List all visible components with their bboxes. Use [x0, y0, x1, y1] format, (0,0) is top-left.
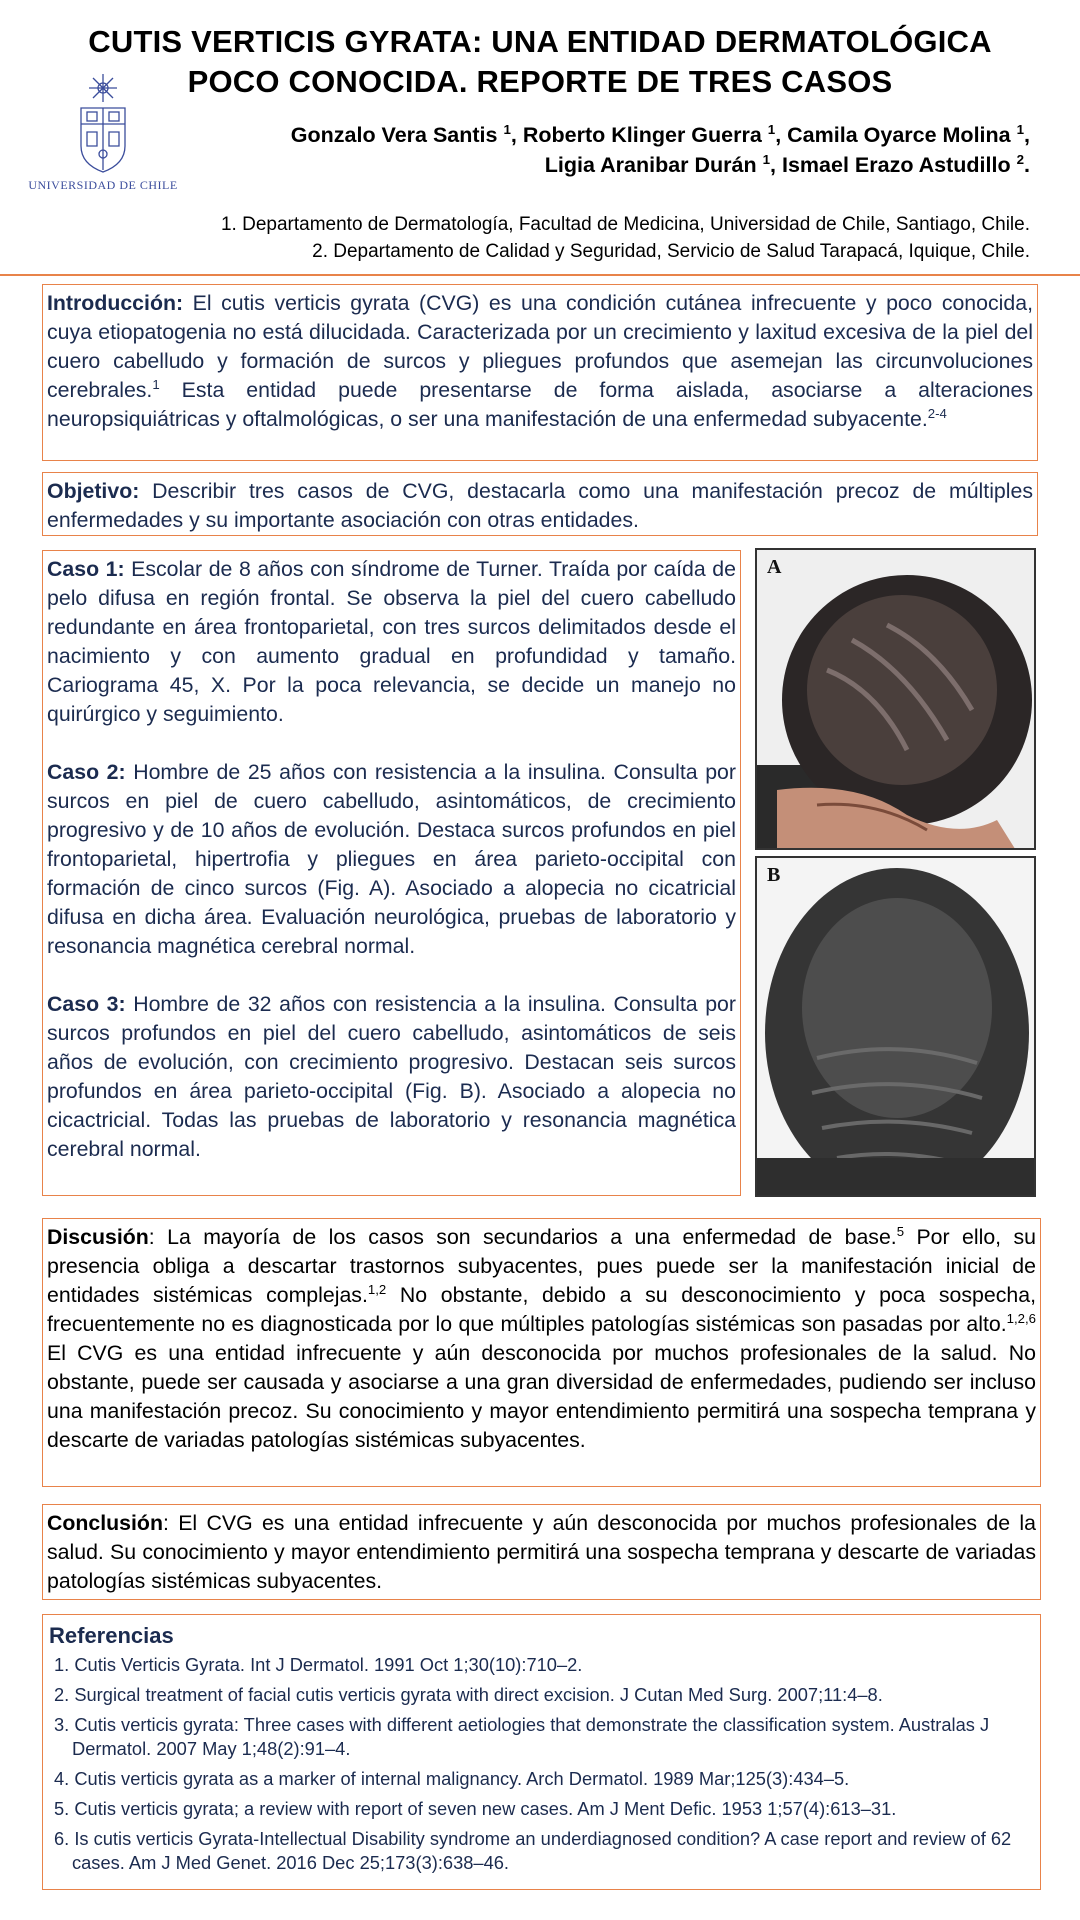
discussion-text: : La mayoría de los casos son secundarios a una enfermedad de base. — [148, 1225, 897, 1249]
author-name: Camila Oyarce Molina — [787, 123, 1011, 147]
conclusion-text: : El CVG es una entidad infrecuente y aún desconocida por muchos profesionales de la salud. Su conocimiento y mayor entendimiento permitirá una sospecha temprana y descarte de variadas patologías sistémicas subyacentes. — [47, 1511, 1036, 1593]
figure-b-photo — [755, 856, 1036, 1197]
logo-text: UNIVERSIDAD DE CHILE — [28, 178, 178, 192]
university-logo — [28, 72, 178, 194]
affiliations — [30, 211, 1030, 265]
author-affiliation: 1 — [767, 121, 776, 137]
reference-item: 1. Cutis Verticis Gyrata. Int J Dermatol. 1991 Oct 1;30(10):710–2. — [54, 1654, 583, 1675]
reference-item: 3. Cutis verticis gyrata: Three cases with different aetiologies that demonstrate the classification system. Australas J Dermatol. 2007 May 1;48(2):91–4. — [54, 1714, 990, 1759]
author-name: Gonzalo Vera Santis — [290, 123, 498, 147]
case-label: Caso 2: — [47, 760, 126, 784]
discussion-section — [42, 1218, 1041, 1487]
case-2 — [47, 758, 736, 961]
discussion-text: El CVG es una entidad infrecuente y aún desconocida por muchos profesionales de la salud. No obstante, puede ser causada y asociarse a una gran diversidad de enfermedades, pudiendo ser incluso una manifestación precoz. Su conocimiento y mayor entendimiento permitirá una sospecha temprana y descarte de variadas patologías sistémicas subyacentes. — [47, 1341, 1036, 1452]
case-text: Hombre de 25 años con resistencia a la insulina. Consulta por surcos en piel de cuero cabelludo, asintomáticos, de crecimiento progresivo y de 10 años de evolución. Destaca surcos profundos en piel frontoparietal, hipertrofia y pliegues en área parieto-occipital con formación de cinco surcos (Fig. A). Asociado a alopecia no cicatricial difusa en dicha área. Evaluación neurológica, pruebas de laboratorio y resonancia magnética cerebral normal. — [47, 760, 736, 958]
scalp-photo-b — [757, 858, 1036, 1197]
reference-item: 2. Surgical treatment of facial cutis verticis gyrata with direct excision. J Cutan Med Surg. 2007;11:4–8. — [54, 1684, 883, 1705]
cases-section — [42, 550, 741, 1196]
header-divider — [0, 274, 1080, 276]
introduction-text: Esta entidad puede presentarse de forma aislada, asociarse a alteraciones neuropsiquiátricas y oftalmológicas, o ser una manifestación de una enfermedad subyacente. — [47, 378, 1033, 431]
case-text: Hombre de 32 años con resistencia a la insulina. Consulta por surcos profundos en piel del cuero cabelludo, asintomáticos de seis años de evolución, con crecimiento progresivo. Destacan seis surcos profundos en área parieto-occipital (Fig. B). Asociado a alopecia no cicactricial. Todas las pruebas de laboratorio y resonancia magnética cerebral normal. — [47, 992, 736, 1161]
affiliation-item: 2. Departamento de Calidad y Seguridad, Servicio de Salud Tarapacá, Iquique, Chile. — [312, 241, 1030, 262]
references-title: Referencias — [49, 1623, 174, 1648]
case-3 — [47, 990, 736, 1164]
authors-line-1: Gonzalo Vera Santis $^1$, Roberto Klinger Guerra $^1$, Camila Oyarce Molina $^1$, — [290, 121, 1030, 147]
authors — [170, 120, 1030, 180]
case-label: Caso 1: — [47, 557, 125, 581]
author-name: Roberto Klinger Guerra — [522, 123, 762, 147]
discussion-text: Por ello, su presencia obliga a descartar trastornos subyacentes, pues puede ser la manifestación inicial de entidades sistémicas complejas. — [47, 1225, 1036, 1307]
introduction-label: Introducción: — [47, 291, 184, 315]
references-section — [42, 1614, 1041, 1890]
author-affiliation: 1 — [1016, 121, 1025, 137]
objective-section — [42, 472, 1038, 536]
reference-item: 5. Cutis verticis gyrata; a review with report of seven new cases. Am J Ment Defic. 1953 1;57(4):613–31. — [54, 1798, 897, 1819]
citation: 5 — [896, 1223, 905, 1239]
objective-label: Objetivo: — [47, 479, 140, 503]
university-crest-icon — [71, 72, 135, 176]
case-1 — [47, 555, 736, 729]
author-name: Ligia Aranibar Durán — [544, 153, 757, 177]
title-line-1: CUTIS VERTICIS GYRATA: UNA ENTIDAD DERMATOLÓGICA — [88, 24, 992, 59]
author-name: Ismael Erazo Astudillo — [782, 153, 1011, 177]
case-text: Escolar de 8 años con síndrome de Turner. Traída por caída de pelo difusa en región frontal. Se observa la piel del cuero cabelludo redundante en área frontoparietal, con tres surcos delimitados desde el nacimiento y con aumento gradual en profundidad y tamaño. Cariograma 45, X. Por la poca relevancia, se decide un manejo no quirúrgico y seguimiento. — [47, 557, 736, 726]
affiliation-item: 1. Departamento de Dermatología, Facultad de Medicina, Universidad de Chile, Santiago, Chile. — [220, 214, 1030, 235]
discussion-label: Discusión — [47, 1225, 149, 1249]
introduction-text: El cutis verticis gyrata (CVG) es una condición cutánea infrecuente y poco conocida, cuya etiopatogenia no está dilucidada. Caracterizada por un crecimiento y laxitud excesiva de la piel del cuero cabelludo y formación de surcos y pliegues profundos que asemejan las circunvoluciones cerebrales. — [47, 291, 1033, 402]
introduction-section — [42, 284, 1038, 461]
figure-label: A — [767, 556, 782, 578]
citation: 2-4 — [927, 405, 947, 421]
objective-text: Describir tres casos de CVG, destacarla como una manifestación precoz de múltiples enfermedades y su importante asociación con otras entidades. — [47, 479, 1033, 532]
figure-label: B — [767, 864, 781, 886]
scalp-photo-a — [757, 550, 1036, 850]
reference-item: 6. Is cutis verticis Gyrata-Intellectual Disability syndrome an underdiagnosed condition? A case report and review of 62 cases. Am J Med Genet. 2016 Dec 25;173(3):638–46. — [54, 1828, 1012, 1873]
title-line-2: POCO CONOCIDA. REPORTE DE TRES CASOS — [187, 64, 893, 99]
author-affiliation: 1 — [762, 151, 771, 167]
citation: 1,2,6 — [1006, 1310, 1036, 1326]
authors-line-2: Ligia Aranibar Durán $^1$, Ismael Erazo Astudillo $^2$. — [544, 151, 1030, 177]
citation: 1,2 — [367, 1281, 387, 1297]
author-affiliation: 2 — [1016, 151, 1025, 167]
conclusion-label: Conclusión — [47, 1511, 163, 1535]
case-label: Caso 3: — [47, 992, 126, 1016]
figure-a-photo — [755, 548, 1036, 850]
discussion-text: No obstante, debido a su desconocimiento y poca sospecha, frecuentemente no es diagnosticada por lo que múltiples patologías sistémicas son pasadas por alto. — [47, 1283, 1036, 1336]
reference-item: 4. Cutis verticis gyrata as a marker of internal malignancy. Arch Dermatol. 1989 Mar;125(3):434–5. — [54, 1768, 850, 1789]
author-affiliation: 1 — [503, 121, 511, 137]
conclusion-section — [42, 1504, 1041, 1600]
citation: 1 — [152, 376, 160, 392]
